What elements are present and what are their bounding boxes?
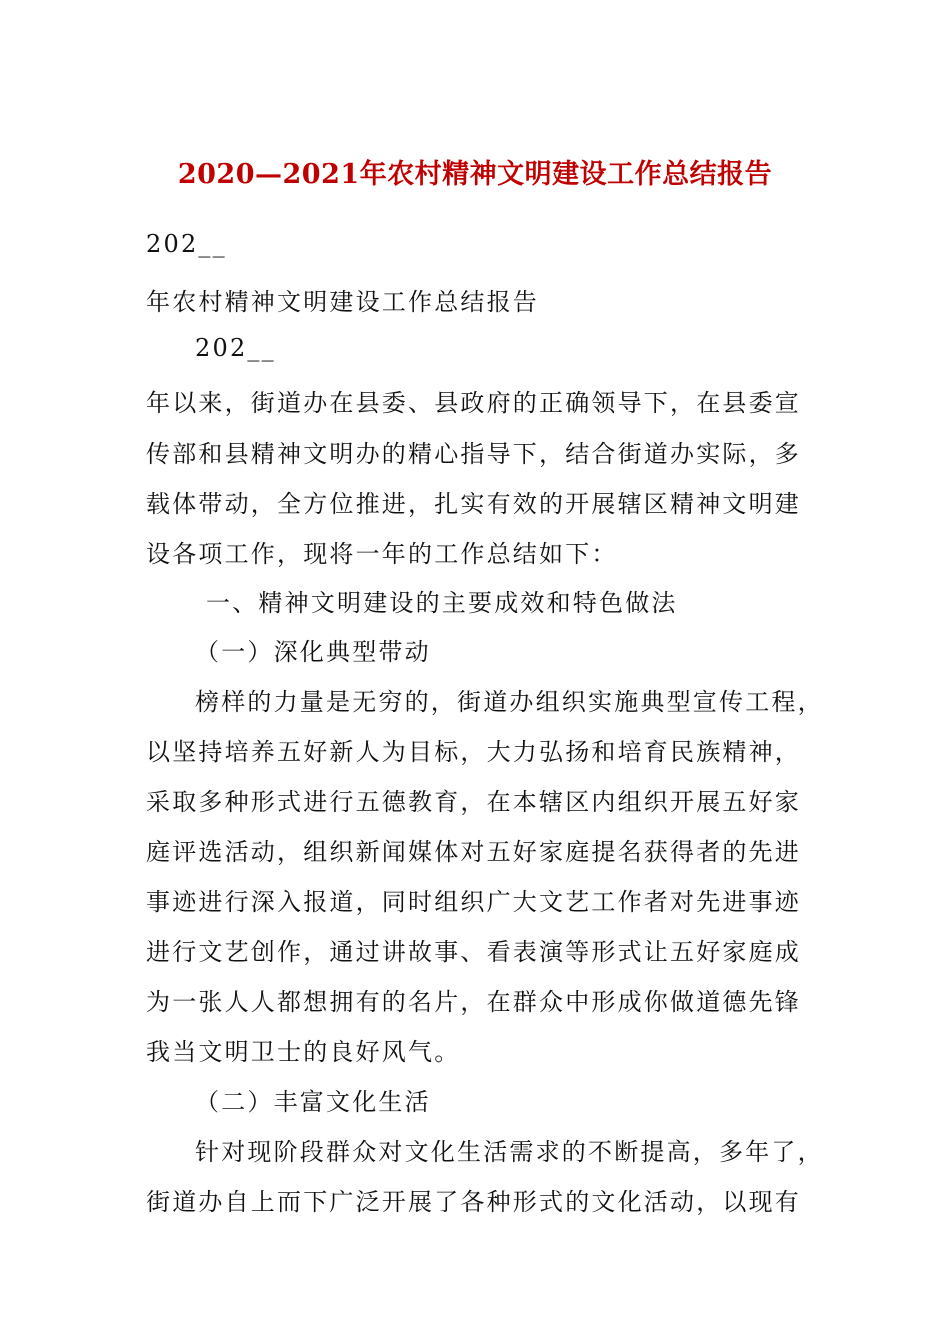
text-line: 街道办自上而下广泛开展了各种形式的文化活动，以现有: [146, 1188, 801, 1216]
text-line: 采取多种形式进行五德教育，在本辖区内组织开展五好家: [146, 788, 801, 816]
text-line: 进行文艺创作，通过讲故事、看表演等形式让五好家庭成: [146, 938, 801, 966]
text-line: 以坚持培养五好新人为目标，大力弘扬和培育民族精神，: [146, 738, 801, 766]
text-line: 榜样的力量是无穷的，街道办组织实施典型宣传工程，: [195, 688, 824, 716]
text-line: 设各项工作，现将一年的工作总结如下：: [146, 540, 618, 568]
text-line: 事迹进行深入报道，同时组织广大文艺工作者对先进事迹: [146, 888, 801, 916]
section-heading: 一、精神文明建设的主要成效和特色做法: [206, 589, 678, 617]
text-line: 年农村精神文明建设工作总结报告: [146, 288, 539, 316]
text-line: 针对现阶段群众对文化生活需求的不断提高，多年了，: [195, 1138, 824, 1166]
text-line: 202__: [146, 230, 227, 258]
text-line: 202__: [195, 334, 276, 362]
text-line: 为一张人人都想拥有的名片，在群众中形成你做道德先锋: [146, 988, 801, 1016]
text-line: 年以来，街道办在县委、县政府的正确领导下，在县委宣: [146, 389, 801, 417]
subsection-heading: （二）丰富文化生活: [195, 1088, 431, 1116]
document-title: 2020—2021年农村精神文明建设工作总结报告: [177, 159, 773, 190]
text-line: 载体带动，全方位推进，扎实有效的开展辖区精神文明建: [146, 490, 801, 518]
text-line: 传部和县精神文明办的精心指导下，结合街道办实际，多: [146, 440, 801, 468]
text-line: 庭评选活动，组织新闻媒体对五好家庭提名获得者的先进: [146, 838, 801, 866]
subsection-heading: （一）深化典型带动: [195, 638, 431, 666]
text-line: 我当文明卫士的良好风气。: [146, 1038, 461, 1066]
